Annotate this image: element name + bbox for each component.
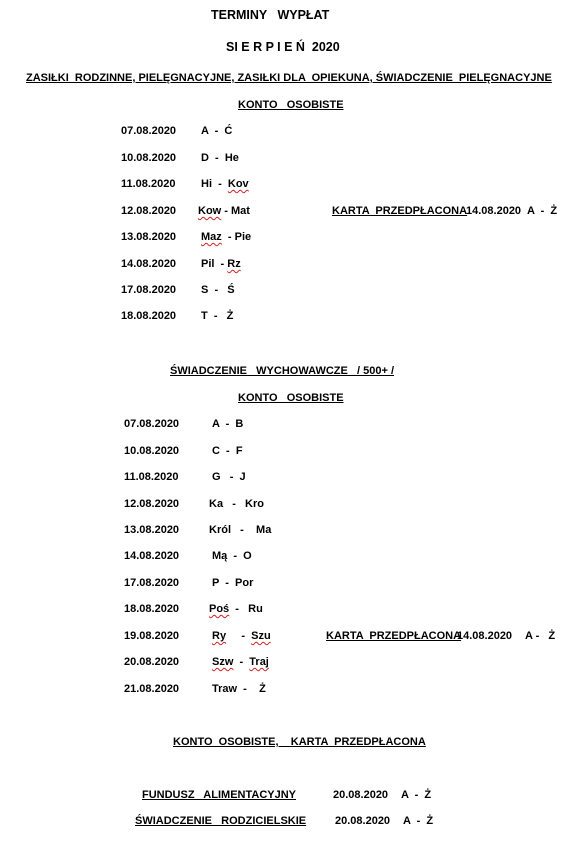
- range-end: - Pie: [221, 231, 252, 243]
- surname-range: Traw - Ż: [212, 683, 266, 695]
- prepaid-card-range: A - Ż: [525, 630, 556, 642]
- surname-range: [201, 179, 249, 190]
- payment-date: 20.08.2020: [333, 789, 389, 801]
- prepaid-card-range: A - Ż: [527, 205, 558, 217]
- child-benefit-heading: ŚWIADCZENIE WYCHOWAWCZE / 500+ /: [170, 365, 394, 377]
- prepaid-card-date: 14.08.2020: [457, 630, 513, 642]
- payment-date: 21.08.2020: [124, 683, 180, 695]
- surname-range: D - He: [201, 152, 239, 164]
- payment-date: 10.08.2020: [124, 445, 180, 457]
- surname-range: Król - Ma: [209, 524, 272, 536]
- payment-date: 14.08.2020: [124, 550, 180, 562]
- surname-range: Mą - O: [212, 550, 252, 562]
- range-start: Ry: [212, 630, 227, 642]
- payment-date: 11.08.2020: [124, 471, 179, 483]
- payment-date: 17.08.2020: [121, 284, 177, 296]
- range-end: - Mat: [221, 205, 250, 217]
- surname-range: G - J: [212, 471, 246, 483]
- surname-range: [212, 631, 271, 642]
- payment-date: 18.08.2020: [121, 310, 177, 322]
- payment-date: 10.08.2020: [121, 152, 177, 164]
- payment-date: 12.08.2020: [121, 205, 177, 217]
- surname-range: [212, 657, 269, 668]
- range-end: Traj: [249, 656, 269, 668]
- payment-date: 07.08.2020: [124, 418, 180, 430]
- payment-date: 13.08.2020: [121, 231, 177, 243]
- surname-range: [201, 259, 241, 270]
- fund-label: ŚWIADCZENIE RODZICIELSKIE: [135, 815, 307, 827]
- surname-range: A - B: [212, 418, 244, 430]
- range-start: Maz: [201, 231, 222, 243]
- payment-date: 11.08.2020: [121, 178, 176, 190]
- range-start: Pil -: [201, 258, 228, 270]
- prepaid-card-label: KARTA PRZEDPŁACONA: [326, 630, 462, 642]
- range-separator: -: [233, 656, 250, 668]
- range-end: Szu: [251, 630, 271, 642]
- range-end: Rz: [227, 258, 241, 270]
- family-benefits-heading: ZASIŁKI RODZINNE, PIELĘGNACYJNE, ZASIŁKI DLA OPIEKUNA, ŚWIADCZENIE PIELĘGNACYJNE: [26, 72, 552, 84]
- surname-range: T - Ż: [201, 310, 234, 322]
- surname-range: A - Ć: [201, 125, 233, 137]
- surname-range: [198, 206, 250, 217]
- payment-date: 13.08.2020: [124, 524, 180, 536]
- combined-account-label: KONTO OSOBISTE, KARTA PRZEDPŁACONA: [173, 736, 426, 748]
- range-end: - Ru: [229, 603, 263, 615]
- surname-range: [209, 604, 263, 615]
- range-start: Szw: [212, 656, 234, 668]
- payment-date: 14.08.2020: [121, 258, 177, 270]
- fund-label: FUNDUSZ ALIMENTACYJNY: [142, 789, 296, 801]
- document-title: TERMINY WYPŁAT: [211, 8, 330, 22]
- payment-date: 20.08.2020: [124, 656, 180, 668]
- prepaid-card-label: KARTA PRZEDPŁACONA: [332, 205, 468, 217]
- payment-date: 12.08.2020: [124, 498, 180, 510]
- range-start: Poś: [209, 603, 230, 615]
- range-separator: -: [226, 630, 252, 642]
- surname-range: S - Ś: [201, 284, 235, 296]
- month-heading: SI E R P I E Ń 2020: [226, 40, 340, 54]
- prepaid-card-date: 14.08.2020: [466, 205, 522, 217]
- payment-date: 19.08.2020: [124, 630, 180, 642]
- payment-date: 17.08.2020: [124, 577, 180, 589]
- surname-range: [201, 232, 251, 243]
- surname-range: A - Ż: [401, 789, 432, 801]
- child-benefit-account-label: KONTO OSOBISTE: [238, 392, 344, 404]
- payment-date: 07.08.2020: [121, 125, 177, 137]
- payment-date: 20.08.2020: [335, 815, 391, 827]
- family-account-label: KONTO OSOBISTE: [238, 99, 344, 111]
- surname-range: Ka - Kro: [209, 498, 265, 510]
- surname-range: C - F: [212, 445, 243, 457]
- payment-date: 18.08.2020: [124, 603, 180, 615]
- range-start: Hi -: [201, 178, 228, 190]
- range-end: Kov: [227, 178, 249, 190]
- surname-range: P - Por: [212, 577, 254, 589]
- surname-range: A - Ż: [403, 815, 434, 827]
- range-start: Kow: [198, 205, 222, 217]
